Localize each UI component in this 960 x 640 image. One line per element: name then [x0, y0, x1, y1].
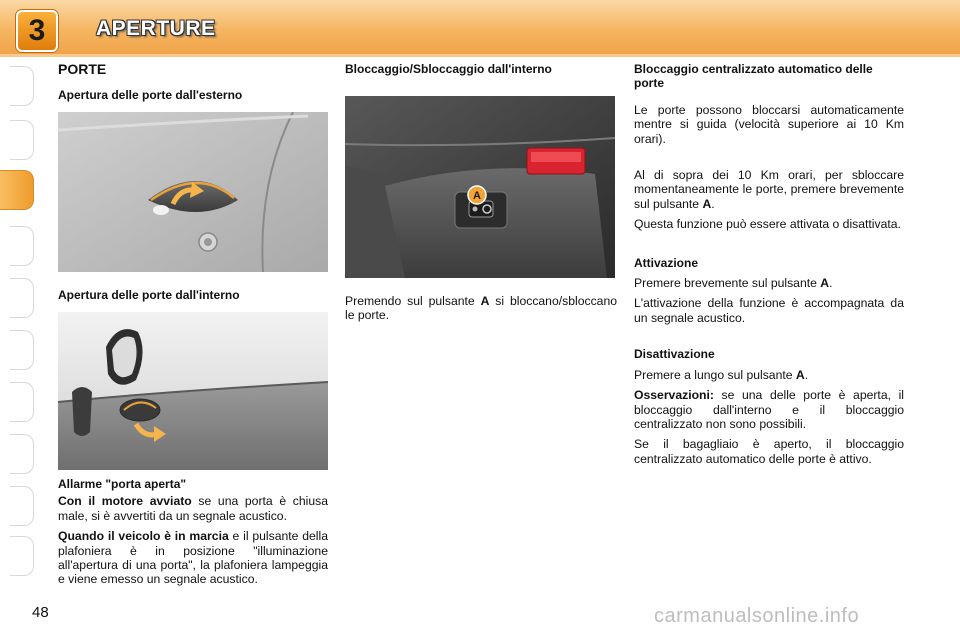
chapter-side-tabs [0, 66, 36, 576]
chapter-tab-8[interactable] [10, 434, 34, 474]
button-ref-a: A [820, 276, 830, 291]
column-auto-locking [634, 62, 904, 472]
chapter-title: APERTURE [96, 17, 216, 40]
chapter-tab-9[interactable] [10, 486, 34, 526]
text-temporary-unlock-c: . [711, 196, 715, 211]
callout-label-a: A [473, 190, 481, 202]
column-doors-alarm [58, 477, 328, 593]
text-deactivation-c: . [804, 367, 809, 382]
section-title-porte: PORTE [58, 61, 107, 77]
label-observations: Osservazioni: [634, 388, 714, 403]
paragraph-auto-lock: Le porte possono bloccarsi automaticamente mentre si guida (velocità superiore ai 10 Km orari). [634, 102, 904, 146]
paragraph-activation-beep: L'attivazione della funzione è accompagnata da un segnale acustico. [634, 296, 904, 325]
paragraph-temporary-unlock [634, 168, 904, 211]
text-temporary-unlock-a: Al di sopra dei 10 Km orari, per sbloccare momentaneamente le porte, premere brevemente sul pulsante [634, 168, 904, 211]
paragraph-deactivation-press [634, 368, 904, 382]
chapter-tab-1[interactable] [10, 66, 34, 106]
text-press-button-a: Premendo sul pulsante [345, 294, 481, 308]
chapter-tab-10[interactable] [10, 536, 34, 576]
text-vehicle-moving: e il pulsante della plafoniera è in posizione "illuminazione all'apertura di una porta", la plafoniera lampeggia e viene emesso un segnale acustico. [58, 529, 328, 587]
paragraph-vehicle-moving [58, 529, 328, 587]
subheading-auto-locking: Bloccaggio centralizzato automatico delle porte [634, 62, 873, 91]
column-interior-locking [345, 62, 617, 76]
text-press-button-c: si bloccano/sbloccano le porte. [345, 294, 618, 323]
button-ref-a: A [795, 367, 805, 382]
page-number: 48 [32, 604, 49, 621]
subheading-door-alarm: Allarme "porta aperta" [58, 477, 187, 491]
photo-exterior-door-handle [58, 112, 328, 272]
chapter-tab-4[interactable] [10, 226, 34, 266]
paragraph-activation-press [634, 276, 904, 290]
text-activation-a: Premere brevemente sul pulsante [634, 276, 821, 291]
text-activation-c: . [829, 276, 833, 291]
header-divider [0, 54, 960, 57]
text-observations: se una delle porte è aperta, il bloccaggio dall'interno e il bloccaggio centralizzato non sono possibili. [634, 388, 904, 431]
subheading-deactivation: Disattivazione [634, 347, 715, 362]
chapter-tab-2[interactable] [10, 120, 34, 160]
chapter-tab-3-active[interactable] [0, 170, 34, 210]
column-doors-interior-heading [58, 288, 328, 302]
paragraph-function-toggle: Questa funzione può essere attivata o disattivata. [634, 217, 901, 232]
subheading-interior-locking: Bloccaggio/Sbloccaggio dall'interno [345, 62, 552, 76]
subheading-exterior-opening: Apertura delle porte dall'esterno [58, 88, 243, 103]
chapter-number-badge: 3 [16, 10, 58, 52]
paragraph-engine-running [58, 494, 328, 523]
chapter-tab-5[interactable] [10, 278, 34, 318]
column-doors [58, 62, 328, 103]
paragraph-press-button [345, 294, 617, 323]
column-interior-locking-text [345, 294, 617, 329]
button-ref-a: A [480, 294, 490, 308]
subheading-interior-opening: Apertura delle porte dall'interno [58, 288, 240, 302]
label-vehicle-moving: Quando il veicolo è in marcia [58, 529, 229, 544]
chapter-tab-6[interactable] [10, 330, 34, 370]
photo-central-locking-button [345, 96, 615, 278]
watermark-logo: carmanualsonline.info [654, 605, 860, 627]
button-ref-a: A [702, 196, 712, 211]
subheading-activation: Attivazione [634, 255, 699, 270]
label-engine-running: Con il motore avviato [58, 494, 192, 509]
text-engine-running: se una porta è chiusa male, si è avvertiti da un segnale acustico. [58, 494, 328, 523]
chapter-tab-7[interactable] [10, 382, 34, 422]
text-deactivation-a: Premere a lungo sul pulsante [634, 367, 796, 382]
paragraph-observations [634, 388, 904, 431]
photo-interior-door-handle [58, 312, 328, 470]
paragraph-trunk-open: Se il bagagliaio è aperto, il bloccaggio centralizzato automatico delle porte è attivo. [634, 437, 904, 466]
